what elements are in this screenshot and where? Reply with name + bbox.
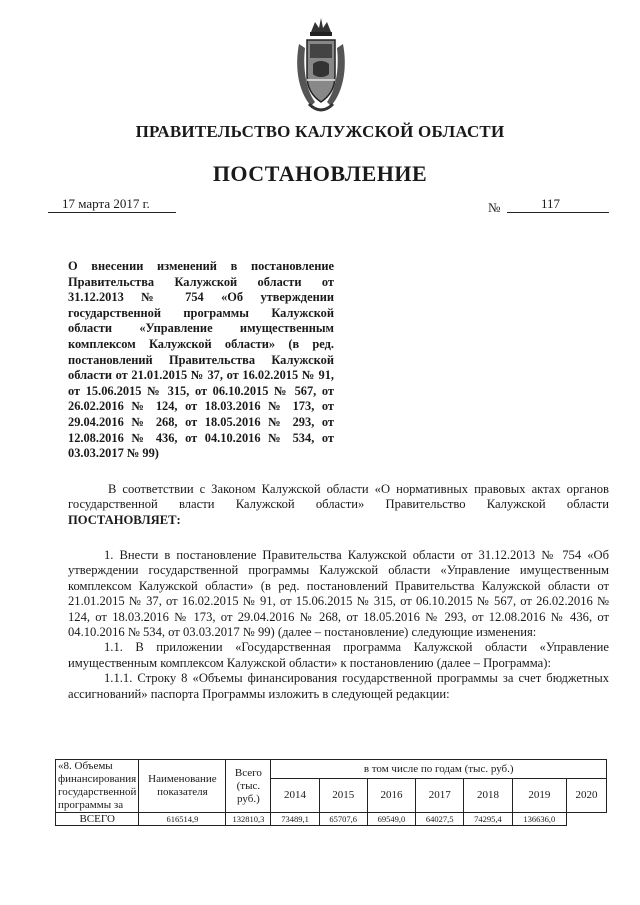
- year-cell: 2016: [367, 778, 415, 812]
- decree-items: [68, 548, 609, 702]
- table-header-row: [56, 760, 607, 779]
- col-name-header: Наименование показателя: [139, 760, 226, 813]
- item-1-1-1: 1.1.1. Строку 8 «Объемы финансирования государственной программы за счет бюджетных ассигнований» паспорта Программы изложить в следующей редакции:: [68, 671, 609, 701]
- col-total-header: Всего (тыс. руб.): [226, 760, 271, 813]
- year-value: 74295,4: [464, 813, 512, 826]
- year-value: 64027,5: [416, 813, 464, 826]
- year-cell: 2020: [567, 778, 607, 812]
- total-label: ВСЕГО: [56, 813, 139, 826]
- government-name: ПРАВИТЕЛЬСТВО КАЛУЖСКОЙ ОБЛАСТИ: [135, 122, 505, 141]
- coat-of-arms-icon: [293, 14, 349, 116]
- total-value: 616514,9: [139, 813, 226, 826]
- budget-table: [55, 759, 607, 826]
- year-value: 73489,1: [271, 813, 319, 826]
- document-number: 117: [507, 196, 609, 213]
- year-cell: 2019: [512, 778, 567, 812]
- item-1: 1. Внести в постановление Правительства Калужской области от 31.12.2013 № 754 «Об утверждении государственной программы Калужской области «Управление имущественным комплексом Калужской области» (в ред. постановлений Правительства Калужской области от 21.01.2015 № 37, от 16.02.2015 № 91, от 15.06.2015 № 315, от 06.10.2015 № 567, от 26.02.2016 № 124, от 18.03.2016 № 173, от 29.04.2016 № 268, от 18.05.2016 № 293, от 12.08.2016 № 436, от 04.10.2016 № 534, от 03.03.2017 № 99) (далее – постановление) следующие изменения:: [68, 548, 609, 640]
- document-type: ПОСТАНОВЛЕНИЕ: [212, 161, 428, 186]
- number-label: №: [488, 200, 501, 215]
- item-1-1: 1.1. В приложении «Государственная программа Калужской области «Управление имущественным комплексом Калужской области» к постановлению (далее – Программа):: [68, 640, 609, 670]
- year-value: 136636,0: [512, 813, 567, 826]
- year-cell: 2017: [416, 778, 464, 812]
- year-cell: 2014: [271, 778, 319, 812]
- row-label-cell: «8. Объемы финансирования государственной программы за: [56, 760, 139, 813]
- year-cell: 2018: [464, 778, 512, 812]
- table-total-row: [56, 813, 607, 826]
- preamble-text: В соответствии с Законом Калужской области «О нормативных правовых актах органов государственной власти Калужской области» Правительство Калужской области: [68, 482, 609, 512]
- year-value: 65707,6: [319, 813, 367, 826]
- preamble: [68, 482, 609, 528]
- document-date: 17 марта 2017 г.: [48, 196, 176, 213]
- document-subject: О внесении изменений в постановление Правительства Калужской области от 31.12.2013 № 754 «Об утверждении государственной программы Калужской области «Управление имущественным комплексом Калужской области» (в ред. постановлений Правительства Калужской области от 21.01.2015 № 37, от 16.02.2015 № 91, от 15.06.2015 № 315, от 06.10.2015 № 567, от 26.02.2016 № 124, от 18.03.2016 № 173, от 29.04.2016 № 268, от 18.05.2016 № 293, от 12.08.2016 № 436, от 04.10.2016 № 534, от 03.03.2017 № 99): [68, 259, 334, 461]
- year-value: 69549,0: [367, 813, 415, 826]
- year-cell: 2015: [319, 778, 367, 812]
- decree-word: ПОСТАНОВЛЯЕТ:: [68, 512, 181, 527]
- col-years-header: в том числе по годам (тыс. руб.): [271, 760, 607, 779]
- year-value: 132810,3: [226, 813, 271, 826]
